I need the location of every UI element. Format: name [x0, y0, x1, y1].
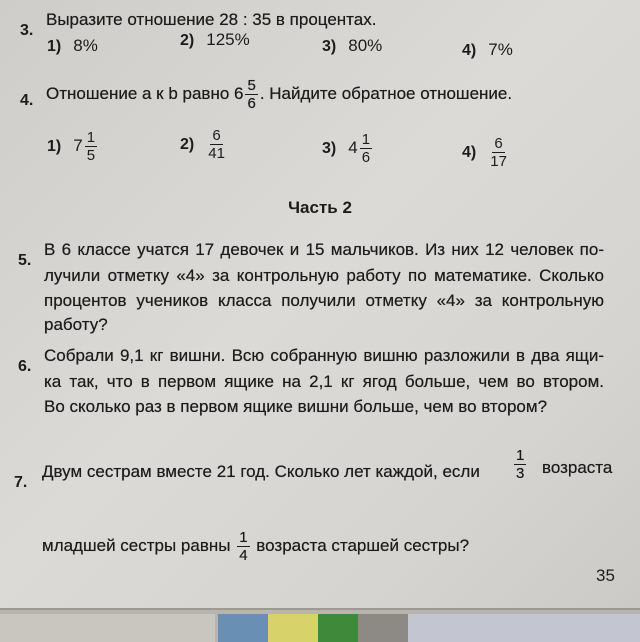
fraction-one-quarter	[237, 530, 249, 563]
numerator: 1	[361, 131, 371, 148]
question-number: 4.	[20, 92, 34, 109]
option-label: 2)	[180, 32, 195, 49]
option-value: 7%	[488, 40, 513, 59]
question-text	[46, 78, 512, 111]
denominator: 6	[247, 95, 256, 112]
option-label: 3)	[322, 38, 337, 55]
part-title: Часть 2	[288, 198, 352, 217]
text-line: процентов учеников класса получили отметку «4» за контрольную	[44, 291, 604, 310]
text-line	[42, 462, 480, 482]
whole: 7	[73, 135, 83, 155]
option-label: 1)	[47, 137, 62, 155]
answer-option	[322, 36, 382, 56]
colored-paper	[268, 614, 318, 642]
text: возраста старшей сестры?	[256, 535, 470, 555]
numerator: 6	[494, 135, 503, 152]
option-label: 4)	[462, 143, 477, 161]
text-line: В 6 классе учатся 17 девочек и 15 мальчиков. Из них 12 человек по-	[44, 240, 604, 259]
denominator: 5	[86, 147, 96, 164]
answer-option	[322, 132, 374, 165]
denominator: 6	[361, 149, 371, 166]
whole: 4	[348, 137, 358, 157]
fraction-one-third	[512, 448, 528, 481]
denominator: 17	[490, 153, 507, 170]
denominator: 3	[516, 465, 525, 482]
question-text: Выразите отношение 28 : 35 в процентах.	[46, 10, 377, 29]
cover-strip	[0, 614, 215, 642]
answer-option	[180, 30, 250, 50]
numerator: 1	[86, 129, 96, 146]
denominator: 4	[239, 547, 248, 564]
answer-option	[462, 40, 513, 60]
question-number: 5.	[18, 252, 32, 269]
text: возраста	[542, 458, 613, 477]
text-line: Собрали 9,1 кг вишни. Всю собранную вишню разложили в два ящи-	[44, 346, 604, 365]
text: . Найдите обратное отношение.	[259, 83, 513, 103]
colored-paper	[318, 614, 358, 642]
page-number: 35	[596, 566, 615, 585]
fraction	[245, 78, 257, 111]
option-label: 3)	[322, 139, 337, 157]
colored-paper	[358, 614, 408, 642]
option-value: 8%	[73, 36, 98, 55]
text: Двум сестрам вместе 21 год. Сколько лет каждой, если	[42, 462, 480, 481]
numerator: 1	[239, 529, 248, 546]
numerator: 1	[516, 447, 525, 464]
numerator: 6	[212, 127, 221, 144]
answer-option	[462, 136, 509, 169]
text: младшей сестры равны	[42, 535, 231, 555]
question-number: 3.	[20, 22, 34, 39]
fraction	[208, 128, 225, 161]
question-number: 6.	[18, 358, 32, 375]
option-label: 4)	[462, 42, 477, 59]
text-line: ка так, что в первом ящике на 2,1 кг ягод больше, чем во втором.	[44, 372, 604, 391]
answer-option	[180, 128, 227, 161]
text-line: работу?	[44, 315, 108, 334]
fraction	[85, 130, 97, 163]
text-line: Во сколько раз в первом ящике вишни больше, чем во втором?	[44, 397, 548, 416]
option-label: 2)	[180, 135, 195, 153]
colored-paper	[218, 614, 268, 642]
desk-background	[0, 608, 640, 642]
answer-option	[47, 130, 99, 163]
text-line: лучили отметку «4» за контрольную работу по математике. Сколько	[44, 266, 604, 285]
numerator: 5	[247, 77, 256, 94]
colored-paper	[408, 614, 640, 642]
answer-option	[47, 36, 98, 56]
option-label: 1)	[47, 38, 62, 55]
denominator: 41	[208, 145, 225, 162]
text-line	[42, 530, 469, 563]
question-number: 7.	[14, 474, 28, 491]
option-value: 80%	[348, 36, 383, 55]
fraction	[490, 136, 507, 169]
text: Отношение a к b равно 6	[46, 83, 244, 103]
option-value: 125%	[206, 30, 250, 49]
fraction	[360, 132, 372, 165]
